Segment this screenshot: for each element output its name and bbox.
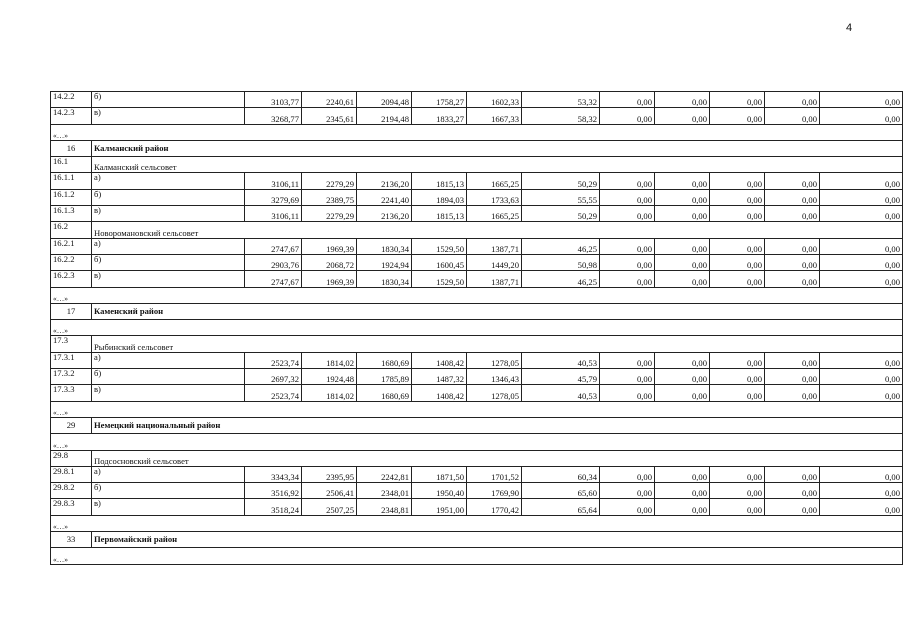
value-cell: 0,00: [765, 369, 820, 385]
omission-marker: «…»: [51, 548, 903, 564]
table-row: [51, 401, 903, 417]
value-cell: 1346,43: [467, 369, 522, 385]
value-cell: 0,00: [820, 271, 903, 287]
row-subtype: а): [92, 238, 245, 254]
value-cell: 0,00: [710, 189, 765, 205]
row-code: 17.3.2: [51, 369, 92, 385]
table-row: [51, 417, 903, 433]
value-cell: 0,00: [820, 466, 903, 482]
value-cell: 0,00: [710, 483, 765, 499]
value-cell: 0,00: [600, 271, 655, 287]
row-subtype: б): [92, 189, 245, 205]
value-cell: 2395,95: [302, 466, 357, 482]
row-code: 29.8.3: [51, 499, 92, 515]
value-cell: 3103,77: [245, 92, 302, 108]
value-cell: 0,00: [600, 352, 655, 368]
value-cell: 3106,11: [245, 173, 302, 189]
value-cell: 1833,27: [412, 108, 467, 124]
value-cell: 58,32: [522, 108, 600, 124]
row-subtype: а): [92, 352, 245, 368]
row-subtype: а): [92, 173, 245, 189]
value-cell: 2348,81: [357, 499, 412, 515]
value-cell: 1387,71: [467, 271, 522, 287]
value-cell: 0,00: [765, 189, 820, 205]
value-cell: 1680,69: [357, 385, 412, 401]
omission-marker: «…»: [51, 287, 903, 303]
value-cell: 1815,13: [412, 173, 467, 189]
value-cell: 1924,48: [302, 369, 357, 385]
value-cell: 2240,61: [302, 92, 357, 108]
district-code: 16: [51, 140, 92, 156]
table-row: [51, 238, 903, 254]
table-row: [51, 450, 903, 466]
value-cell: 1924,94: [357, 254, 412, 270]
district-name: Калманский район: [92, 140, 903, 156]
value-cell: 0,00: [600, 466, 655, 482]
value-cell: 0,00: [600, 254, 655, 270]
table-row: [51, 385, 903, 401]
value-cell: 0,00: [765, 254, 820, 270]
row-subtype: а): [92, 466, 245, 482]
row-subtype: б): [92, 483, 245, 499]
value-cell: 0,00: [820, 173, 903, 189]
row-subtype: в): [92, 108, 245, 124]
omission-marker: «…»: [51, 401, 903, 417]
value-cell: 0,00: [600, 385, 655, 401]
value-cell: 2747,67: [245, 238, 302, 254]
table-row: [51, 222, 903, 238]
value-cell: 2506,41: [302, 483, 357, 499]
value-cell: 0,00: [655, 238, 710, 254]
value-cell: 1680,69: [357, 352, 412, 368]
value-cell: 50,98: [522, 254, 600, 270]
value-cell: 0,00: [600, 238, 655, 254]
value-cell: 0,00: [820, 385, 903, 401]
value-cell: 1830,34: [357, 271, 412, 287]
value-cell: 45,79: [522, 369, 600, 385]
page-number: 4: [846, 22, 853, 34]
value-cell: 3279,69: [245, 189, 302, 205]
value-cell: 3516,92: [245, 483, 302, 499]
value-cell: 1969,39: [302, 238, 357, 254]
value-cell: 1665,25: [467, 206, 522, 222]
value-cell: 1950,40: [412, 483, 467, 499]
value-cell: 1387,71: [467, 238, 522, 254]
table-row: [51, 532, 903, 548]
omission-marker: «…»: [51, 124, 903, 140]
value-cell: 0,00: [655, 108, 710, 124]
table-row: [51, 124, 903, 140]
value-cell: 1814,02: [302, 385, 357, 401]
value-cell: 55,55: [522, 189, 600, 205]
settlement-name: Рыбинский сельсовет: [92, 336, 903, 352]
value-cell: 65,64: [522, 499, 600, 515]
value-cell: 0,00: [710, 206, 765, 222]
table-row: [51, 320, 903, 336]
row-subtype: б): [92, 254, 245, 270]
row-subtype: в): [92, 385, 245, 401]
value-cell: 2242,81: [357, 466, 412, 482]
value-cell: 2345,61: [302, 108, 357, 124]
value-cell: 0,00: [600, 173, 655, 189]
value-cell: 0,00: [765, 385, 820, 401]
value-cell: 3518,24: [245, 499, 302, 515]
row-subtype: б): [92, 92, 245, 108]
omission-marker: «…»: [51, 515, 903, 531]
value-cell: 3343,34: [245, 466, 302, 482]
value-cell: 1785,89: [357, 369, 412, 385]
value-cell: 0,00: [710, 352, 765, 368]
value-cell: 40,53: [522, 352, 600, 368]
row-code: 17.3.1: [51, 352, 92, 368]
value-cell: 0,00: [710, 271, 765, 287]
table-row: [51, 108, 903, 124]
value-cell: 50,29: [522, 206, 600, 222]
district-code: 29: [51, 417, 92, 433]
row-code: 14.2.3: [51, 108, 92, 124]
value-cell: 1449,20: [467, 254, 522, 270]
table-row: [51, 548, 903, 564]
settlement-code: 16.2: [51, 222, 92, 238]
value-cell: 0,00: [710, 254, 765, 270]
settlement-code: 16.1: [51, 157, 92, 173]
value-cell: 0,00: [710, 385, 765, 401]
value-cell: 0,00: [765, 206, 820, 222]
omission-marker: «…»: [51, 434, 903, 450]
value-cell: 2507,25: [302, 499, 357, 515]
value-cell: 0,00: [820, 254, 903, 270]
value-cell: 2136,20: [357, 206, 412, 222]
value-cell: 0,00: [710, 238, 765, 254]
row-code: 16.2.3: [51, 271, 92, 287]
value-cell: 1278,05: [467, 352, 522, 368]
value-cell: 2068,72: [302, 254, 357, 270]
table-row: [51, 206, 903, 222]
table-row: [51, 466, 903, 482]
district-name: Каменский район: [92, 303, 903, 319]
value-cell: 1814,02: [302, 352, 357, 368]
settlement-name: Новоромановский сельсовет: [92, 222, 903, 238]
value-cell: 2389,75: [302, 189, 357, 205]
value-cell: 0,00: [655, 271, 710, 287]
row-code: 29.8.1: [51, 466, 92, 482]
table-row: [51, 303, 903, 319]
table-row: [51, 287, 903, 303]
value-cell: 1487,32: [412, 369, 467, 385]
row-subtype: в): [92, 499, 245, 515]
value-cell: 2094,48: [357, 92, 412, 108]
value-cell: 1733,63: [467, 189, 522, 205]
row-code: 16.2.1: [51, 238, 92, 254]
value-cell: 2903,76: [245, 254, 302, 270]
value-cell: 0,00: [765, 271, 820, 287]
value-cell: 2279,29: [302, 206, 357, 222]
value-cell: 0,00: [820, 108, 903, 124]
value-cell: 2697,32: [245, 369, 302, 385]
value-cell: 0,00: [655, 483, 710, 499]
value-cell: 1529,50: [412, 271, 467, 287]
value-cell: 0,00: [655, 92, 710, 108]
district-name: Первомайский район: [92, 532, 903, 548]
value-cell: 1758,27: [412, 92, 467, 108]
value-cell: 2348,01: [357, 483, 412, 499]
value-cell: 1408,42: [412, 352, 467, 368]
value-cell: 1815,13: [412, 206, 467, 222]
value-cell: 1665,25: [467, 173, 522, 189]
tariff-table: [50, 91, 903, 565]
value-cell: 0,00: [600, 108, 655, 124]
value-cell: 0,00: [600, 189, 655, 205]
value-cell: 0,00: [820, 238, 903, 254]
value-cell: 46,25: [522, 271, 600, 287]
value-cell: 2279,29: [302, 173, 357, 189]
table-row: [51, 336, 903, 352]
settlement-code: 17.3: [51, 336, 92, 352]
table-row: [51, 173, 903, 189]
value-cell: 2523,74: [245, 352, 302, 368]
table-row: [51, 92, 903, 108]
value-cell: 0,00: [820, 499, 903, 515]
value-cell: 2241,40: [357, 189, 412, 205]
value-cell: 0,00: [765, 92, 820, 108]
value-cell: 1830,34: [357, 238, 412, 254]
row-code: 16.1.3: [51, 206, 92, 222]
value-cell: 1600,45: [412, 254, 467, 270]
value-cell: 1871,50: [412, 466, 467, 482]
value-cell: 1770,42: [467, 499, 522, 515]
settlement-name: Подсосновский сельсовет: [92, 450, 903, 466]
value-cell: 0,00: [655, 206, 710, 222]
value-cell: 2747,67: [245, 271, 302, 287]
table-row: [51, 254, 903, 270]
omission-marker: «…»: [51, 320, 903, 336]
row-subtype: в): [92, 206, 245, 222]
value-cell: 0,00: [655, 499, 710, 515]
value-cell: 1278,05: [467, 385, 522, 401]
value-cell: 0,00: [600, 499, 655, 515]
value-cell: 1408,42: [412, 385, 467, 401]
value-cell: 0,00: [710, 369, 765, 385]
value-cell: 1769,90: [467, 483, 522, 499]
value-cell: 0,00: [710, 173, 765, 189]
district-code: 33: [51, 532, 92, 548]
table-row: [51, 189, 903, 205]
value-cell: 0,00: [710, 499, 765, 515]
district-code: 17: [51, 303, 92, 319]
value-cell: 0,00: [600, 483, 655, 499]
value-cell: 2136,20: [357, 173, 412, 189]
value-cell: 0,00: [655, 466, 710, 482]
value-cell: 3106,11: [245, 206, 302, 222]
table-row: [51, 483, 903, 499]
table-row: [51, 157, 903, 173]
settlement-code: 29.8: [51, 450, 92, 466]
value-cell: 0,00: [765, 499, 820, 515]
value-cell: 0,00: [820, 189, 903, 205]
value-cell: 2523,74: [245, 385, 302, 401]
value-cell: 0,00: [600, 92, 655, 108]
value-cell: 0,00: [765, 173, 820, 189]
value-cell: 0,00: [820, 206, 903, 222]
value-cell: 0,00: [655, 385, 710, 401]
value-cell: 0,00: [820, 483, 903, 499]
value-cell: 0,00: [820, 352, 903, 368]
value-cell: 1969,39: [302, 271, 357, 287]
table-row: [51, 352, 903, 368]
table-row: [51, 515, 903, 531]
value-cell: 0,00: [655, 254, 710, 270]
row-code: 16.2.2: [51, 254, 92, 270]
value-cell: 40,53: [522, 385, 600, 401]
value-cell: 0,00: [655, 189, 710, 205]
row-code: 17.3.3: [51, 385, 92, 401]
row-code: 29.8.2: [51, 483, 92, 499]
value-cell: 65,60: [522, 483, 600, 499]
value-cell: 0,00: [765, 108, 820, 124]
value-cell: 0,00: [820, 369, 903, 385]
table-row: [51, 369, 903, 385]
value-cell: 0,00: [710, 466, 765, 482]
value-cell: 3268,77: [245, 108, 302, 124]
value-cell: 0,00: [710, 92, 765, 108]
value-cell: 0,00: [765, 466, 820, 482]
value-cell: 1951,00: [412, 499, 467, 515]
table-row: [51, 499, 903, 515]
value-cell: 0,00: [820, 92, 903, 108]
value-cell: 1529,50: [412, 238, 467, 254]
table-row: [51, 271, 903, 287]
value-cell: 1602,33: [467, 92, 522, 108]
value-cell: 0,00: [765, 483, 820, 499]
value-cell: 46,25: [522, 238, 600, 254]
value-cell: 0,00: [655, 369, 710, 385]
value-cell: 53,32: [522, 92, 600, 108]
value-cell: 50,29: [522, 173, 600, 189]
row-subtype: б): [92, 369, 245, 385]
value-cell: 0,00: [710, 108, 765, 124]
value-cell: 0,00: [655, 173, 710, 189]
row-code: 16.1.1: [51, 173, 92, 189]
value-cell: 1667,33: [467, 108, 522, 124]
settlement-name: Калманский сельсовет: [92, 157, 903, 173]
table-row: [51, 140, 903, 156]
value-cell: 0,00: [655, 352, 710, 368]
value-cell: 0,00: [765, 238, 820, 254]
value-cell: 0,00: [765, 352, 820, 368]
value-cell: 1894,03: [412, 189, 467, 205]
row-code: 14.2.2: [51, 92, 92, 108]
row-subtype: в): [92, 271, 245, 287]
row-code: 16.1.2: [51, 189, 92, 205]
value-cell: 0,00: [600, 206, 655, 222]
value-cell: 60,34: [522, 466, 600, 482]
table-row: [51, 434, 903, 450]
value-cell: 1701,52: [467, 466, 522, 482]
value-cell: 2194,48: [357, 108, 412, 124]
value-cell: 0,00: [600, 369, 655, 385]
district-name: Немецкий национальный район: [92, 417, 903, 433]
